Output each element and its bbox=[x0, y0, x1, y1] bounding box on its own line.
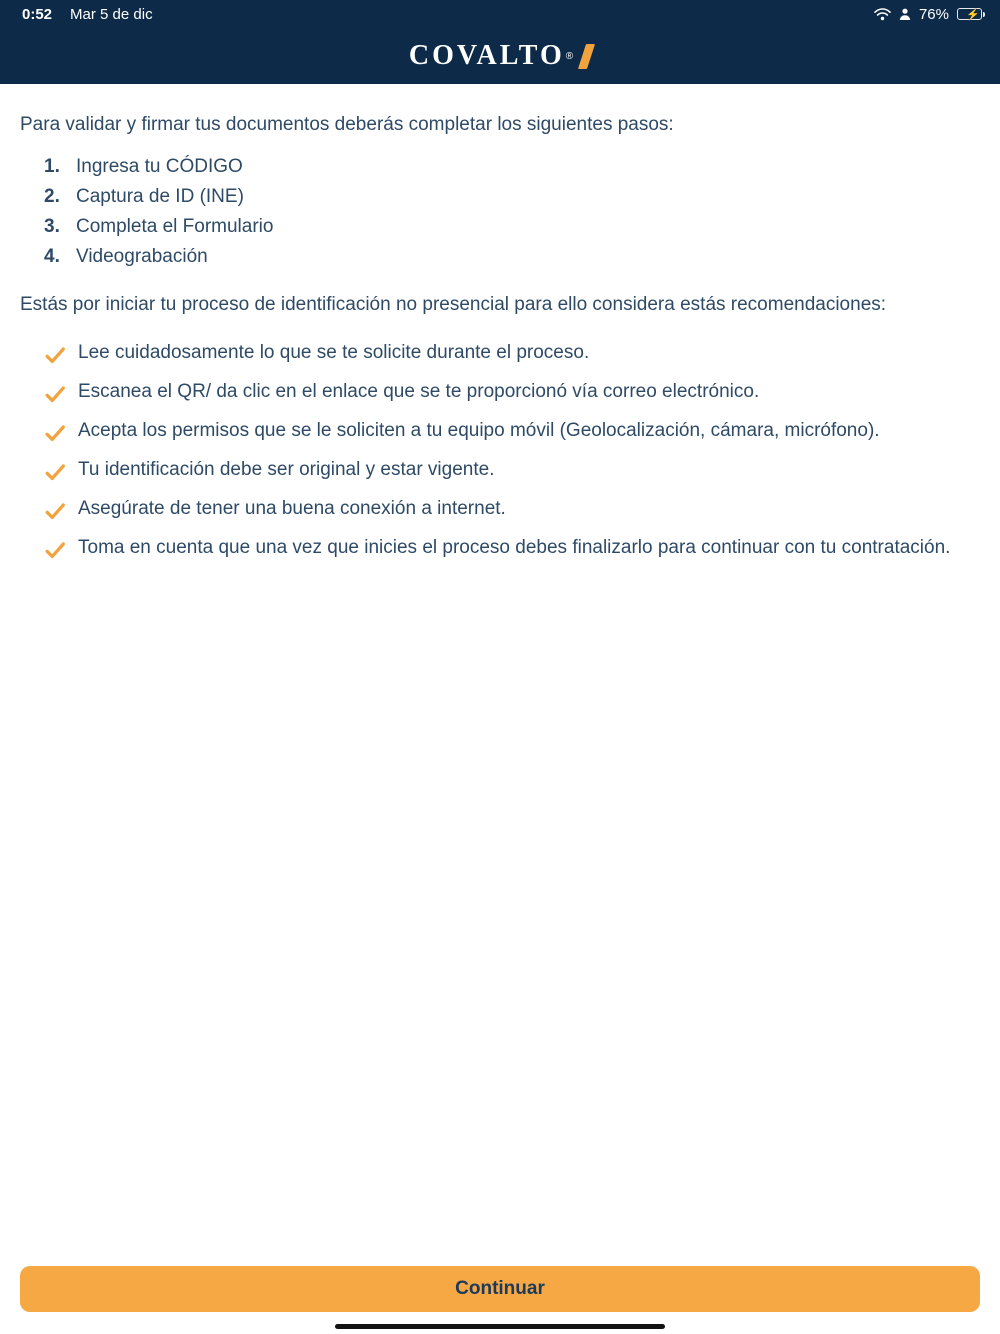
recommendation-text: Lee cuidadosamente lo que se te solicite durante el proceso. bbox=[78, 342, 590, 363]
registered-mark: ® bbox=[565, 50, 574, 62]
recommendation-text: Acepta los permisos que se le soliciten a tu equipo móvil (Geolocalización, cámara, micrófono). bbox=[78, 420, 880, 441]
home-indicator[interactable] bbox=[335, 1324, 665, 1329]
check-icon bbox=[44, 422, 66, 444]
step-number: 1. bbox=[44, 156, 60, 177]
step-item bbox=[20, 182, 980, 212]
charging-bolt-icon: ⚡ bbox=[966, 9, 980, 21]
step-label: Ingresa tu CÓDIGO bbox=[76, 156, 243, 177]
recommendations-list bbox=[20, 340, 980, 561]
check-icon bbox=[44, 344, 66, 366]
recommendation-item bbox=[44, 379, 980, 405]
brand-name: COVALTO bbox=[408, 40, 565, 71]
battery-percent: 76% bbox=[918, 5, 949, 23]
brand-slash-icon bbox=[578, 44, 595, 69]
recommendation-item bbox=[44, 496, 980, 522]
status-date: Mar 5 de dic bbox=[70, 5, 153, 23]
check-icon bbox=[44, 461, 66, 483]
check-icon bbox=[44, 500, 66, 522]
status-time: 0:52 bbox=[22, 5, 53, 23]
step-label: Captura de ID (INE) bbox=[76, 186, 244, 207]
recommendation-item bbox=[44, 340, 980, 366]
status-right bbox=[874, 6, 982, 23]
step-item bbox=[20, 242, 980, 272]
recommendation-text: Tu identificación debe ser original y estar vigente. bbox=[78, 459, 495, 480]
step-item bbox=[20, 212, 980, 242]
battery-icon bbox=[957, 8, 982, 20]
brand-logo bbox=[0, 28, 1000, 84]
recommendation-item bbox=[44, 535, 980, 561]
step-number: 3. bbox=[44, 216, 60, 237]
status-left bbox=[22, 6, 153, 23]
recommendation-item bbox=[44, 457, 980, 483]
continue-button[interactable]: Continuar bbox=[20, 1266, 980, 1312]
check-icon bbox=[44, 539, 66, 561]
top-header bbox=[0, 0, 1000, 84]
recommendation-text: Escanea el QR/ da clic en el enlace que se te proporcionó vía correo electrónico. bbox=[78, 381, 760, 402]
wifi-icon bbox=[874, 8, 891, 21]
steps-list bbox=[20, 152, 980, 272]
status-bar bbox=[0, 0, 1000, 28]
recommendations-intro: Estás por iniciar tu proceso de identificación no presencial para ello considera estás recomendaciones: bbox=[20, 294, 887, 315]
recommendation-item bbox=[44, 418, 980, 444]
step-label: Completa el Formulario bbox=[76, 216, 274, 237]
person-icon bbox=[899, 8, 911, 21]
main-content bbox=[0, 84, 1000, 561]
battery-tip bbox=[983, 12, 985, 17]
intro-text: Para validar y firmar tus documentos deberás completar los siguientes pasos: bbox=[20, 114, 674, 135]
check-icon bbox=[44, 383, 66, 405]
recommendation-text: Asegúrate de tener una buena conexión a internet. bbox=[78, 498, 506, 519]
step-item bbox=[20, 152, 980, 182]
step-number: 2. bbox=[44, 186, 60, 207]
step-number: 4. bbox=[44, 246, 60, 267]
recommendation-text: Toma en cuenta que una vez que inicies el proceso debes finalizarlo para continuar con tu contratación. bbox=[78, 537, 951, 558]
step-label: Videograbación bbox=[76, 246, 208, 267]
